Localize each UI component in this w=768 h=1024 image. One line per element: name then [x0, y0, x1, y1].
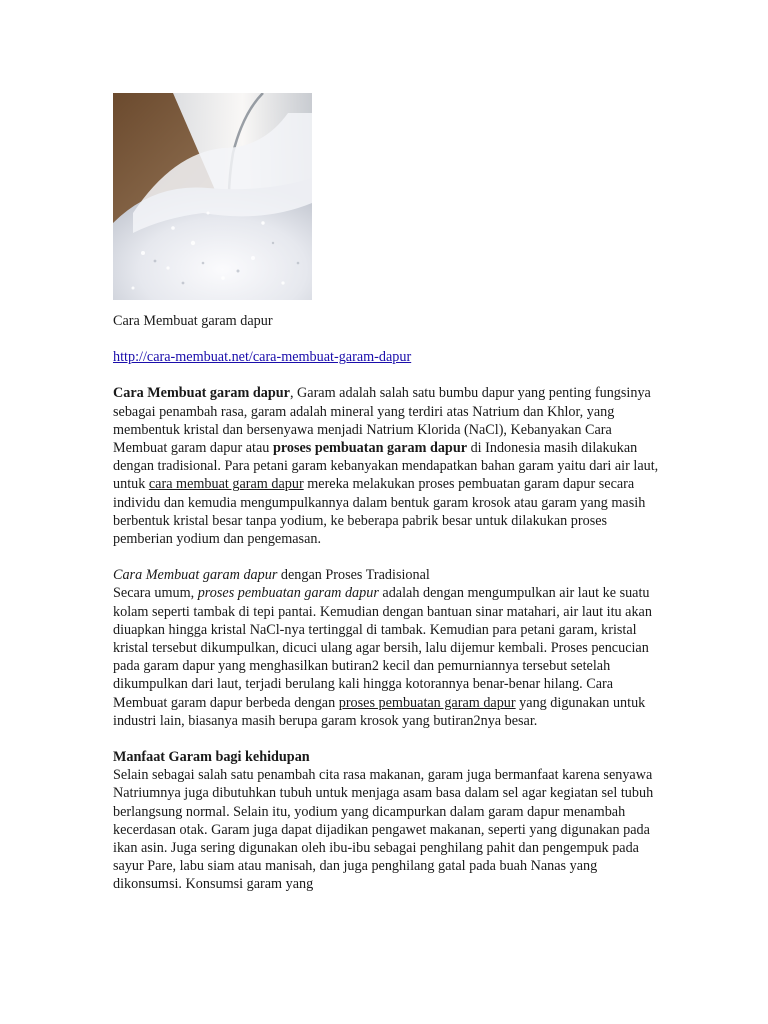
intro-bold-lead: Cara Membuat garam dapur [113, 385, 290, 402]
intro-link[interactable]: cara membuat garam dapur [148, 476, 304, 493]
spacer [113, 366, 661, 384]
salt-photo [113, 93, 312, 300]
spacer [113, 730, 661, 748]
source-url-link[interactable]: http://cara-membuat.net/cara-membuat-garam-dapur [113, 349, 412, 366]
intro-text-1: , Garam adalah salah satu bumbu dapur yang penting fungsinya sebagai penambah rasa, garam adalah mineral yang terdiri atas Natrium dan Khlor, yang membentuk kristal dan bersenyawa menjadi Natrium Klorida (NaCl), Kebanyakan Cara Membuat garam dapur atau [113, 385, 651, 457]
article-body [113, 312, 661, 894]
traditional-text-1: Secara umum, [113, 585, 198, 602]
traditional-paragraph [113, 584, 661, 730]
traditional-text-3: yang digunakan untuk industri lain, biasanya masih berupa garam krosok yang butiran2nya besar. [113, 694, 646, 729]
benefits-heading: Manfaat Garam bagi kehidupan [113, 749, 310, 766]
document-title: Cara Membuat garam dapur [113, 313, 273, 329]
section-heading-traditional [113, 566, 661, 584]
intro-bold-mid: proses pembuatan garam dapur [272, 440, 468, 457]
traditional-text-2: adalah dengan mengumpulkan air laut ke suatu kolam seperti tambak di tepi pantai. Kemudian dengan bantuan sinar matahari, air laut itu akan diuapkan hingga kristal NaCl-nya tertinggal di tambak. Kemudian para petani garam, kristal kristal tersebut dikumpulkan, dicuci ulang agar bersih, lalu dijemur kembali. Proses pencucian pada garam dapur yang menghasilkan butiran2 kecil dan pemurniannya tersebut setelah dikumpulkan dari laut, terjadi berulang kali hingga kotorannya benar-benar hilang. Cara Membuat garam dapur berbeda dengan [113, 585, 652, 711]
section-heading-rest: dengan Proses Tradisional [277, 567, 430, 584]
section-heading-italic: Cara Membuat garam dapur [113, 567, 278, 584]
section-heading-benefits [113, 748, 661, 766]
benefits-paragraph: Selain sebagai salah satu penambah cita rasa makanan, garam juga bermanfaat karena senyawa Natriumnya juga dibutuhkan tubuh untuk menjaga asam basa dalam sel agar kegiatan sel tubuh berlangsung normal. Selain itu, yodium yang dicampurkan dalam garam dapur menambah kecerdasan otak. Garam juga dapat dijadikan pengawet makanan, seperti yang digunakan pada ikan asin. Juga sering digunakan oleh ibu-ibu sebagai penghilang pahit dan pengempuk pada sayur Pare, labu siam atau manisah, dan juga penghilang gatal pada buah Nanas yang dikonsumsi. Konsumsi garam yang [113, 767, 654, 893]
traditional-link[interactable]: proses pembuatan garam dapur [338, 694, 516, 711]
intro-text-2: di Indonesia masih dilakukan dengan tradisional. Para petani garam kebanyakan mendapatkan bahan garam yaitu dari air laut, untuk [113, 440, 659, 493]
salt-jar-image [113, 93, 312, 300]
spacer [113, 330, 661, 348]
intro-text-3: mereka melakukan proses pembuatan garam dapur secara individu dan kemudia mengumpulkannya dalam bentuk garam krosok atau garam yang masih berbentuk kristal besar tanpa yodium, ke beberapa pabrik besar untuk dilakukan proses pemberian yodium dan pengemasan. [113, 476, 646, 548]
traditional-italic: proses pembuatan garam dapur [197, 585, 379, 602]
intro-paragraph [113, 384, 661, 548]
spacer [113, 548, 661, 566]
